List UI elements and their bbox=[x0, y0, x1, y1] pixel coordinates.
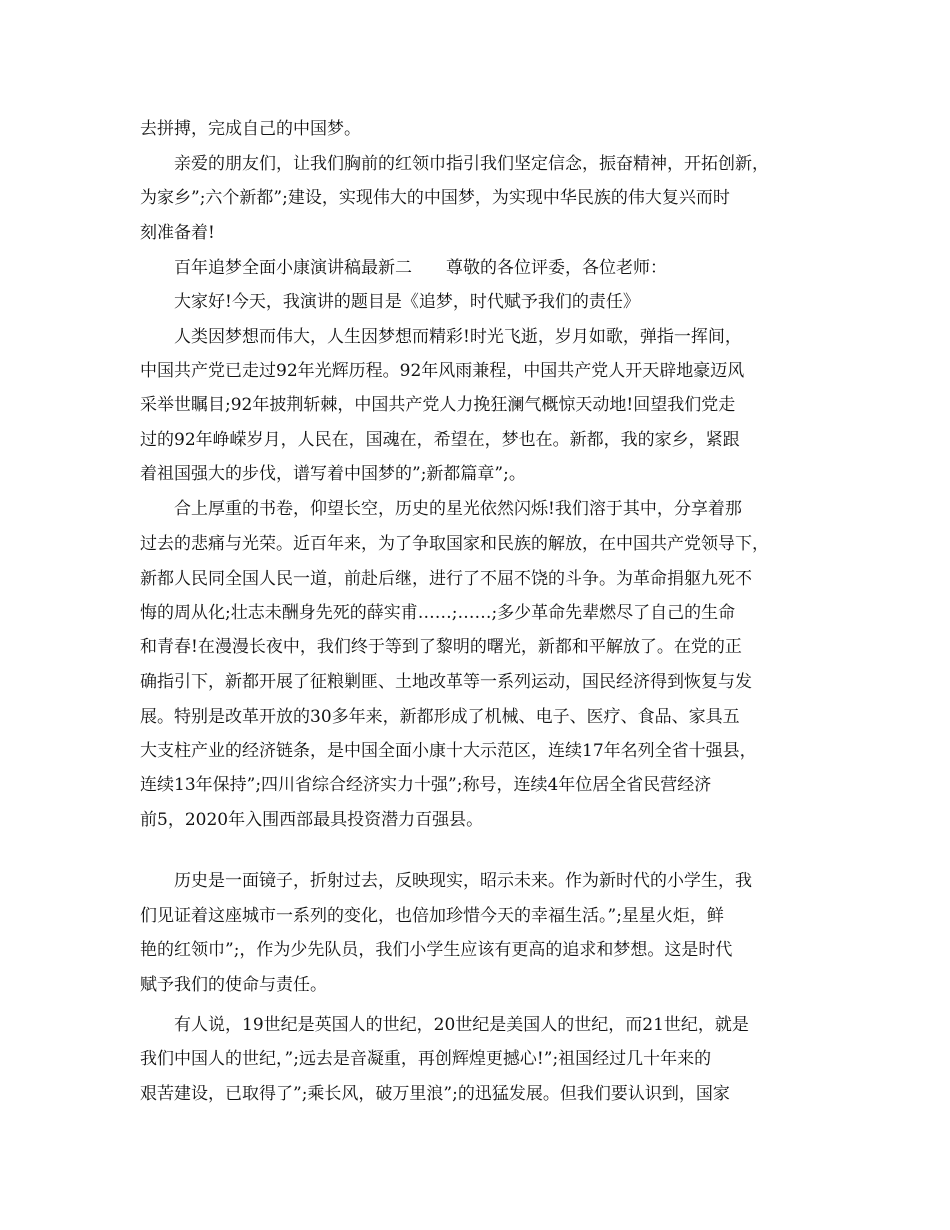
text-line: 采举世瞩目;92年披荆斩棘，中国共产党人力挽狂澜气概惊天动地!回望我们党走 bbox=[140, 395, 736, 415]
text-line: 确指引下，新都开展了征粮剿匪、土地改革等一系列运动，国民经济得到恢复与发 bbox=[140, 672, 752, 692]
text-line: 人类因梦想而伟大，人生因梦想而精彩!时光飞逝，岁月如歌，弹指一挥间， bbox=[174, 327, 742, 347]
text-line: 我们中国人的世纪，”;远去是音凝重，再创辉煌更撼心!”;祖国经过几十年来的 bbox=[140, 1049, 712, 1069]
text-line: 亲爱的朋友们，让我们胸前的红领巾指引我们坚定信念，振奋精神，开拓创新， bbox=[174, 154, 769, 174]
text-line: 艰苦建设，已取得了”;乘长风，破万里浪”;的迅猛发展。但我们要认识到，国家 bbox=[140, 1084, 730, 1104]
text-line: 去拼搏，完成自己的中国梦。 bbox=[140, 119, 361, 139]
text-line: 赋予我们的使命与责任。 bbox=[140, 975, 327, 995]
text-line: 刻准备着! bbox=[140, 223, 215, 243]
text-line: 有人说，19世纪是英国人的世纪，20世纪是美国人的世纪，而21世纪，就是 bbox=[174, 1015, 749, 1035]
text-line: 合上厚重的书卷，仰望长空，历史的星光依然闪烁!我们溶于其中，分享着那 bbox=[174, 499, 742, 519]
text-line: 大家好!今天，我演讲的题目是《追梦，时代赋予我们的责任》 bbox=[174, 292, 640, 312]
text-line: 大支柱产业的经济链条，是中国全面小康十大示范区，连续17年名列全省十强县， bbox=[140, 741, 757, 761]
text-line: 历史是一面镜子，折射过去，反映现实，昭示未来。作为新时代的小学生，我 bbox=[174, 871, 752, 891]
text-line: 艳的红领巾”;，作为少先队员，我们小学生应该有更高的追求和梦想。这是时代 bbox=[140, 940, 733, 960]
text-line: 前5，2020年入围西部最具投资潜力百强县。 bbox=[140, 810, 484, 830]
text-line: 中国共产党已走过92年光辉历程。92年风雨兼程，中国共产党人开天辟地豪迈风 bbox=[140, 361, 745, 381]
text-line: 百年追梦全面小康演讲稿最新二 尊敬的各位评委，各位老师： bbox=[174, 258, 667, 278]
text-line: 为家乡”;六个新都”;建设，实现伟大的中国梦，为实现中华民族的伟大复兴而时 bbox=[140, 188, 730, 208]
text-line: 和青春!在漫漫长夜中，我们终于等到了黎明的曙光，新都和平解放了。在党的正 bbox=[140, 637, 742, 657]
text-line: 悔的周从化;壮志未酬身先死的薛实甫……;……;多少革命先辈燃尽了自己的生命 bbox=[140, 603, 736, 623]
text-line: 们见证着这座城市一系列的变化，也倍加珍惜今天的幸福生活。”;星星火炬，鲜 bbox=[140, 906, 724, 926]
text-line: 展。特别是改革开放的30多年来，新都形成了机械、电子、医疗、食品、家具五 bbox=[140, 707, 740, 727]
text-line: 过去的悲痛与光荣。近百年来，为了争取国家和民族的解放，在中国共产党领导下， bbox=[140, 534, 769, 554]
text-line: 连续13年保持”;四川省综合经济实力十强”;称号，连续4年位居全省民营经济 bbox=[140, 775, 712, 795]
text-line: 过的92年峥嵘岁月，人民在，国魂在，希望在，梦也在。新都，我的家乡，紧跟 bbox=[140, 430, 740, 450]
text-line: 新都人民同全国人民一道，前赴后继，进行了不屈不饶的斗争。为革命捐躯九死不 bbox=[140, 569, 752, 589]
text-line: 着祖国强大的步伐，谱写着中国梦的”;新都篇章”;。 bbox=[140, 464, 526, 484]
